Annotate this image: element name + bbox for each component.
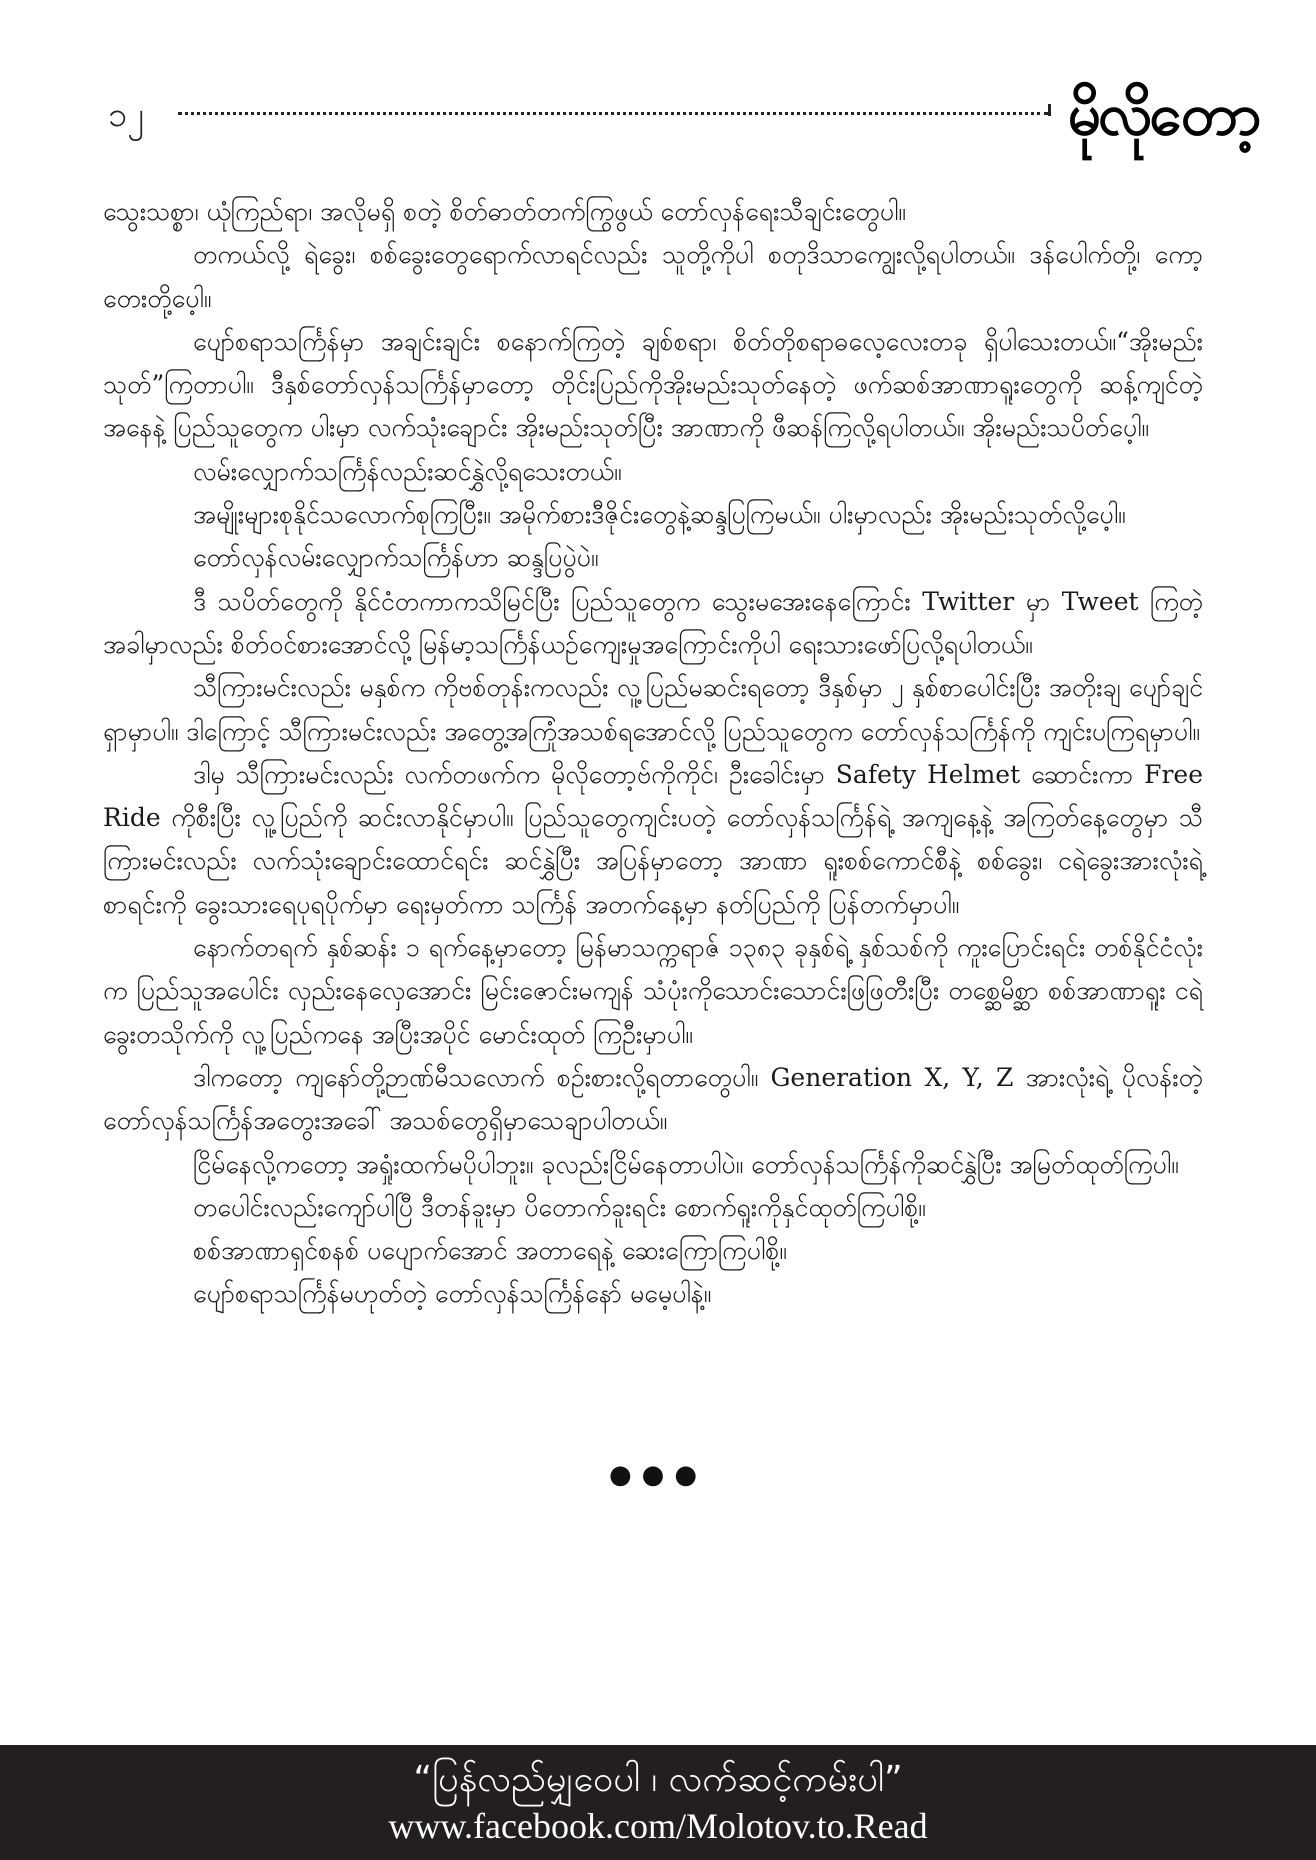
paragraph: တကယ်လို့ ရဲခွေး၊ စစ်ခွေးတွေရောက်လာရင်လည်း သူတို့ကိုပါ စတုဒိသာကျွေးလို့ရပါတယ်။ ဒန်ပေါက်တို့၊ ကော့တေးတို့ပေ့ါ။ (103, 240, 1203, 313)
page-number: ၁၂ (108, 95, 144, 135)
page-header (108, 70, 1259, 160)
article-body (103, 190, 1203, 1316)
paragraph: ငြိမ်နေလို့ကတော့ အရှုံးထက်မပိုပါဘူး။ ခုလည်းငြိမ်နေတာပါပဲ။ တော်လှန်သင်္ကြန်ကိုဆင်နွှဲပြီး အမြတ်ထုတ်ကြပါ။ (193, 1149, 1179, 1179)
paragraph: ပျော်စရာသင်္ကြန်မဟုတ်တဲ့ တော်လှန်သင်္ကြန်နော် မမေ့ပါနဲ့။ (193, 1279, 712, 1309)
paragraph: တော်လှန်လမ်းလျှောက်သင်္ကြန်ဟာ ဆန္ဒပြပွဲပဲ။ (193, 543, 599, 573)
logo-text: မိုလိုတော့ (1068, 80, 1259, 148)
section-end-dots: ●●● (608, 1460, 708, 1490)
paragraph: ဒီ သပိတ်တွေကို နိုင်ငံတကာကသိမြင်ပြီး ပြည်သူတွေက သွေးမအေးနေကြောင်း Twitter မှာ Tweet ကြတဲ့အခါမှာလည်း စိတ်ဝင်စားအောင်လို့ မြန်မာ့သင်္ကြန်ယဉ်ကျေးမှုအကြောင်းကိုပါ ရေးသားဖော်ပြလို့ရပါတယ်။ (103, 586, 1203, 659)
header-rule-end-mark (1048, 104, 1051, 116)
footer-facebook-link[interactable]: www.facebook.com/Molotov.to.Read (388, 1806, 928, 1846)
footer-slogan: “ပြန်လည်မျှဝေပါ ၊ လက်ဆင့်ကမ်းပါ” (413, 1759, 903, 1800)
paragraph: သီကြားမင်းလည်း မနှစ်က ကိုဗစ်တုန်းကလည်း လူ့ပြည်မဆင်းရတော့ ဒီနှစ်မှာ ၂ နှစ်စာပေါင်းပြီး အတိုးချ ပျော်ချင်ရှာမှာပါ။ ဒါကြောင့် သီကြားမင်းလည်း အတွေ့အကြုံအသစ်ရအောင်လို့ ပြည်သူတွေက တော်လှန်သင်္ကြန်ကို ကျင်းပကြရမှာပါ။ (103, 673, 1203, 746)
paragraph: ဒါကတော့ ကျနော်တို့ဉာဏ်မီသလောက် စဉ်းစားလို့ရတာတွေပါ။ Generation X, Y, Z အားလုံးရဲ့ ပိုလန်းတဲ့ တော်လှန်သင်္ကြန်အတွေးအခေါ် အသစ်တွေရှိမှာသေချာပါတယ်။ (103, 1062, 1203, 1136)
paragraph: အမျိုးများစုနိုင်သလောက်စုကြပြီး။ အမိုက်စားဒီဇိုင်းတွေနဲ့ဆန္ဒပြကြမယ်။ ပါးမှာလည်း အိုးမည်းသုတ်လို့ပေ့ါ။ (193, 500, 1126, 530)
molotov-logo (1068, 70, 1259, 160)
paragraph: တပေါင်းလည်းကျော်ပါပြီ ဒီတန်ခူးမှာ ပိတောက်ခူးရင်း စောက်ရူးကိုနှင်ထုတ်ကြပါစို့။ (193, 1192, 926, 1222)
paragraph: ဒါမှ သီကြားမင်းလည်း လက်တဖက်က မိုလိုတော့ဗ်ကိုကိုင်၊ ဦးခေါင်းမှာ Safety Helmet ဆောင်းကာ Free Ride ကိုစီးပြီး လူ့ပြည်ကို ဆင်းလာနိုင်မှာပါ။ ပြည်သူတွေကျင်းပတဲ့ တော်လှန်သင်္ကြန်ရဲ့ အကျနေ့နဲ့ အကြတ်နေ့တွေမှာ သီကြားမင်းလည်း လက်သုံးချောင်းထောင်ရင်း ဆင်နွှဲပြီး အပြန်မှာတော့ အာဏာ ရူးစစ်ကောင်စီနဲ့ စစ်ခွေး၊ ငရဲခွေးအားလုံးရဲ့ စာရင်းကို ခွေးသားရေပုရပိုက်မှာ ရေးမှတ်ကာ သင်္ကြန် အတက်နေ့မှာ နတ်ပြည်ကို ပြန်တက်မှာပါ။ (103, 759, 1203, 919)
paragraph: သွေးသစ္စာ၊ ယုံကြည်ရာ၊ အလိုမရှိ စတဲ့ စိတ်ဓာတ်တက်ကြွဖွယ် တော်လှန်ရေးသီချင်းတွေပါ။ (103, 197, 906, 226)
footer-banner (0, 1745, 1316, 1860)
paragraph: နောက်တရက် နှစ်ဆန်း ၁ ရက်နေ့မှာတော့ မြန်မာသက္ကရာဇ် ၁၃၈၃ ခုနှစ်ရဲ့ နှစ်သစ်ကို ကူးပြောင်းရင်း တစ်နိုင်ငံလုံးက ပြည်သူအပေါင်း လှည်းနေလှေအောင်း မြင်းဇောင်းမကျန် သံပုံးကိုသောင်းသောင်းဖြဖြတီးပြီး တစ္ဆေမိစ္ဆာ စစ်အာဏာရူး ငရဲခွေးတသိုက်ကို လူ့ပြည်ကနေ အပြီးအပိုင် မောင်းထုတ် ကြဦးမှာပါ။ (103, 933, 1203, 1049)
paragraph: စစ်အာဏာရှင်စနစ် ပပျောက်အောင် အတာရေနဲ့ ဆေးကြောကြပါစို့။ (193, 1236, 787, 1266)
header-dotted-rule (178, 112, 1048, 115)
paragraph: လမ်းလျှောက်သင်္ကြန်လည်းဆင်နွှဲလို့ရသေးတယ်။ (193, 456, 622, 486)
paragraph: ပျော်စရာသင်္ကြန်မှာ အချင်းချင်း စနောက်ကြတဲ့ ချစ်စရာ၊ စိတ်တိုစရာဓလေ့လေးတခု ရှိပါသေးတယ်။“အိုးမည်းသုတ်”ကြတာပါ။ ဒီနှစ်တော်လှန်သင်္ကြန်မှာတော့ တိုင်းပြည်ကိုအိုးမည်းသုတ်နေတဲ့ ဖက်ဆစ်အာဏာရူးတွေကို ဆန့်ကျင်တဲ့အနေနဲ့ ပြည်သူတွေက ပါးမှာ လက်သုံးချောင်း အိုးမည်းသုတ်ပြီး အာဏာကို ဖီဆန်ကြလို့ရပါတယ်။ အိုးမည်းသပိတ်ပေ့ါ။ (103, 326, 1203, 443)
